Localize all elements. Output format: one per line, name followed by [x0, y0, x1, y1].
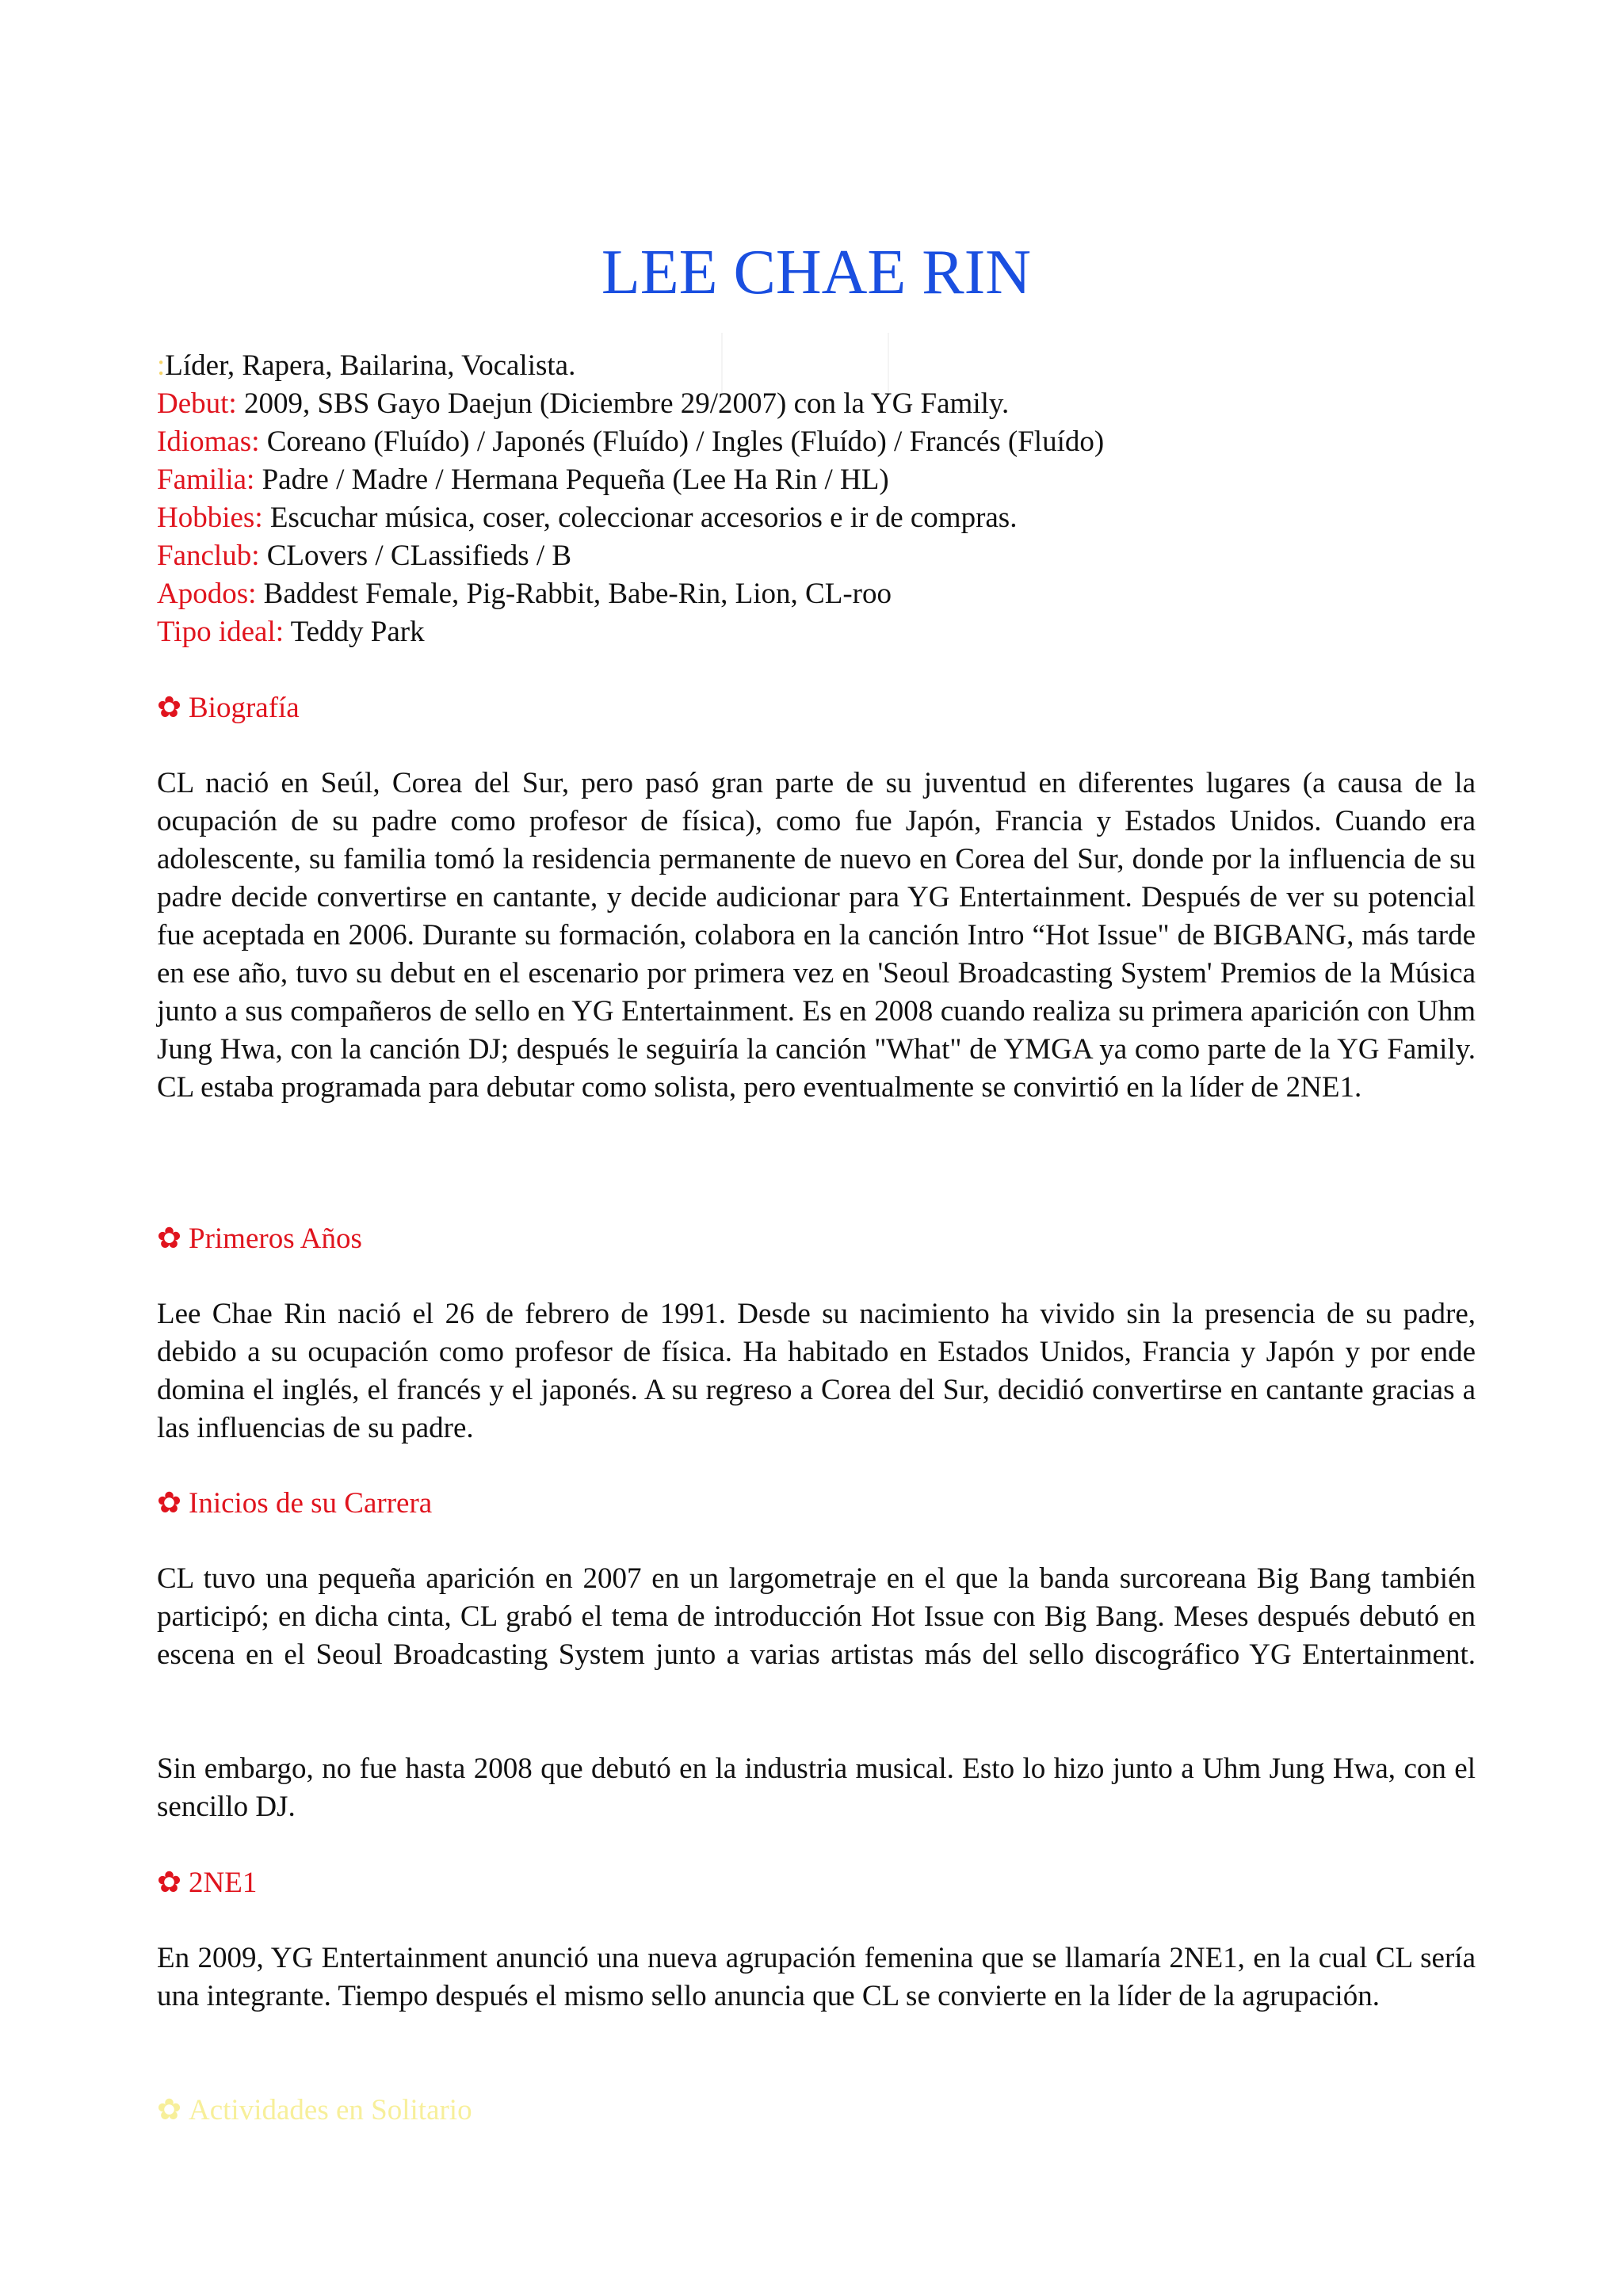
section-paragraph: En 2009, YG Entertainment anunció una nueva agrupación femenina que se llamaría 2NE1, en la cual CL sería una integrante. Tiempo después el mismo sello anuncia que CL se convierte en la líder de la agrupación. — [157, 1942, 1476, 2012]
section-paragraph: CL tuvo una pequeña aparición en 2007 en un largometraje en el que la banda surcoreana Big Bang también participó; en dicha cinta, CL grabó el tema de introducción Hot Issue con Big Bang. Meses después debutó en escena en el Seoul Broadcasting System junto a varias artistas más del sello discográfico YG Entertainment. — [157, 1562, 1476, 1671]
section-heading-label: Actividades en Solitario — [189, 2094, 472, 2126]
fact-debut — [157, 385, 1476, 423]
fact-value: Teddy Park — [284, 616, 425, 648]
flower-icon: ✿ — [157, 1222, 182, 1255]
section-paragraph: CL nació en Seúl, Corea del Sur, pero pasó gran parte de su juventud en diferentes lugares (a causa de la ocupación de su padre como profesor de física), como fue Japón, Francia y Estados Unidos. Cuando era adolescente, su familia tomó la residencia permanente de nuevo en Corea del Sur, donde por la influencia de su padre decide convertirse en cantante, y decide audicionar para YG Entertainment. Después de ver su potencial fue aceptada en 2006. Durante su formación, colabora en la canción Intro “Hot Issue" de BIGBANG, más tarde en ese año, tuvo su debut en el escenario por primera vez en 'Seoul Broadcasting System' Premios de la Música junto a sus compañeros de sello en YG Entertainment. Es en 2008 cuando realiza su primera aparición con Uhm Jung Hwa, con la canción DJ; después le seguiría la canción "What" de YMGA ya como parte de la YG Family. CL estaba programada para debutar como solista, pero eventualmente se convirtió en la líder de 2NE1. — [157, 767, 1476, 1104]
section-paragraph: Sin embargo, no fue hasta 2008 que debutó en la industria musical. Esto lo hizo junto a Uhm Jung Hwa, con el sencillo DJ. — [157, 1753, 1476, 1823]
section-heading-primeros-anos — [157, 1220, 362, 1258]
fact-idiomas — [157, 423, 1476, 461]
fact-label: : — [157, 349, 166, 382]
section-heading-inicios — [157, 1485, 432, 1523]
document-title: LEE CHAE RIN — [601, 238, 1032, 307]
fact-value: Escuchar música, coser, coleccionar accesorios e ir de compras. — [262, 502, 1018, 534]
section-heading-label: Biografía — [189, 692, 300, 724]
flower-icon: ✿ — [157, 2094, 182, 2126]
section-heading-biografia — [157, 689, 300, 727]
flower-icon: ✿ — [157, 1487, 182, 1520]
fact-label: Tipo ideal: — [157, 616, 285, 648]
fact-value: Líder, Rapera, Bailarina, Vocalista. — [165, 349, 576, 382]
fact-value: Baddest Female, Pig-Rabbit, Babe-Rin, Lion, CL-roo — [256, 578, 892, 610]
fact-label: Fanclub: — [157, 540, 260, 572]
fact-value: CLovers / CLassifieds / B — [259, 540, 572, 572]
section-heading-label: 2NE1 — [189, 1867, 258, 1899]
fact-label: Familia: — [157, 463, 255, 496]
fact-role — [157, 347, 1476, 385]
flower-icon: ✿ — [157, 692, 182, 724]
fact-label: Idiomas: — [157, 425, 260, 458]
fact-label: Hobbies: — [157, 502, 263, 534]
section-heading-label: Inicios de su Carrera — [189, 1487, 433, 1520]
fact-hobbies — [157, 499, 1476, 537]
fact-label: Debut: — [157, 387, 237, 420]
fact-apodos — [157, 575, 1476, 613]
fact-value: Padre / Madre / Hermana Pequeña (Lee Ha Rin / HL) — [254, 463, 889, 496]
fact-value: 2009, SBS Gayo Daejun (Diciembre 29/2007) con la YG Family. — [236, 387, 1010, 420]
fact-familia — [157, 461, 1476, 499]
section-paragraph: Lee Chae Rin nació el 26 de febrero de 1991. Desde su nacimiento ha vivido sin la presencia de su padre, debido a su ocupación como profesor de física. Ha habitado en Estados Unidos, Francia y Japón y por ende domina el inglés, el francés y el japonés. A su regreso a Corea del Sur, decidió convertirse en cantante gracias a las influencias de su padre. — [157, 1298, 1476, 1444]
section-heading-actividades — [157, 2092, 472, 2130]
section-heading-label: Primeros Años — [189, 1222, 362, 1255]
fact-fanclub — [157, 537, 1476, 575]
fact-label: Apodos: — [157, 578, 257, 610]
fact-value: Coreano (Fluído) / Japonés (Fluído) / Ingles (Fluído) / Francés (Fluído) — [259, 425, 1105, 458]
fact-list — [157, 347, 1476, 651]
fact-tipo-ideal — [157, 613, 1476, 651]
section-heading-2ne1 — [157, 1864, 257, 1902]
flower-icon: ✿ — [157, 1867, 182, 1899]
